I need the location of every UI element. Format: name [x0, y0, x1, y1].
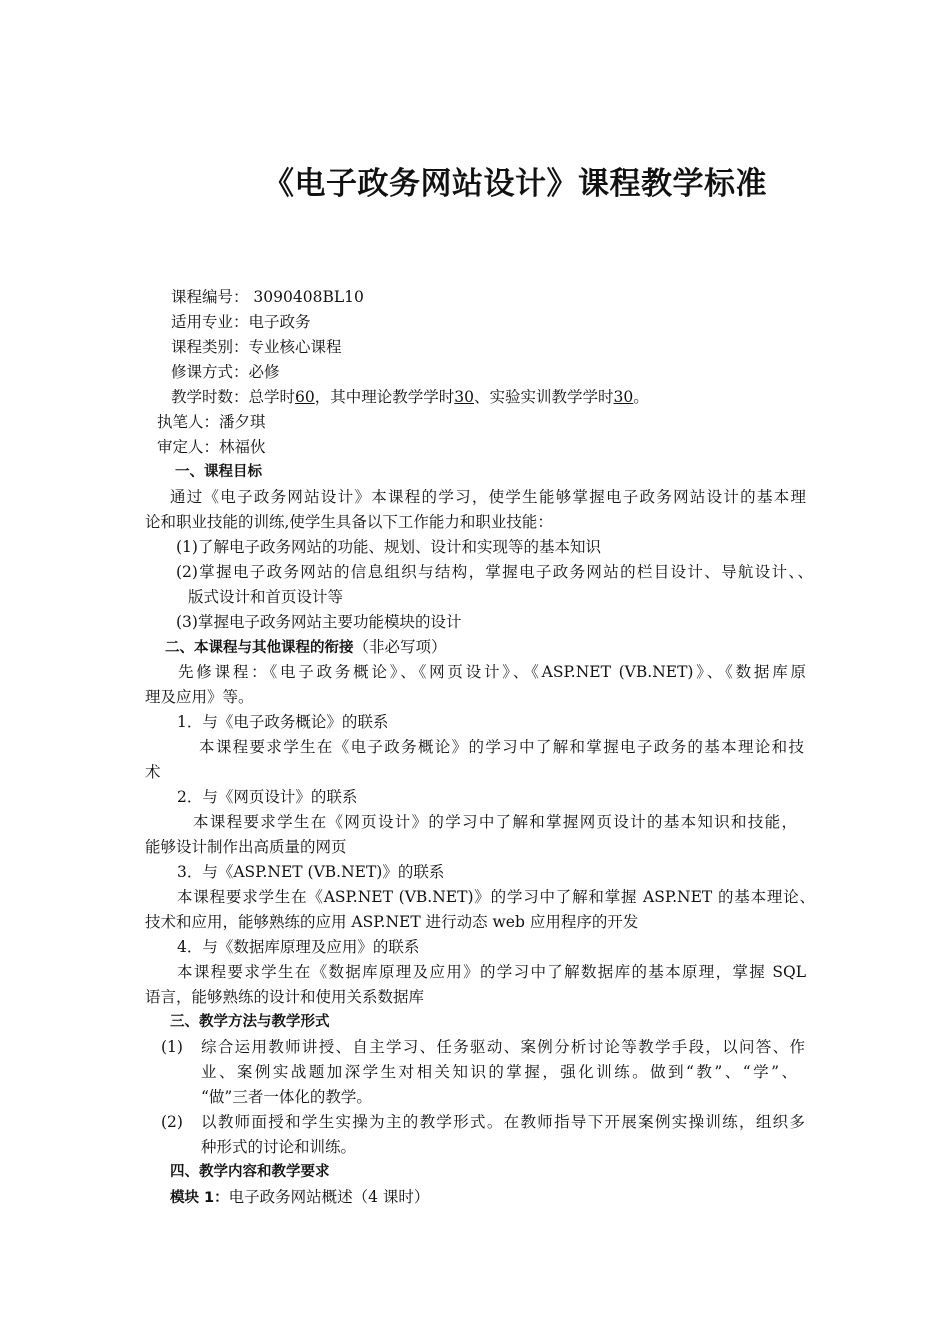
course-code: 课程编号： 3090408BL10: [171, 288, 364, 306]
document-title: 《电子政务网站设计》课程教学标准: [263, 166, 767, 202]
s2-relation-2-title: 2．与《网页设计》的联系: [177, 788, 358, 806]
s2-relation-1-title: 1．与《电子政务概论》的联系: [177, 713, 389, 731]
s1-objective-3: (3)掌握电子政务网站主要功能模块的设计: [176, 613, 462, 631]
section-4-heading: 四、教学内容和教学要求: [170, 1164, 330, 1180]
s3-method-2-number: (2): [161, 1113, 183, 1131]
hours-end: 。: [633, 388, 649, 406]
s1-objective-2-line2: 版式设计和首页设计等: [188, 588, 344, 606]
s2-relation-1-line1: 本课程要求学生在《电子政务概论》的学习中了解和掌握电子政务的基本理论和技: [199, 738, 804, 756]
s1-intro-line1: 通过《电子政务网站设计》本课程的学习，使学生能够掌握电子政务网站设计的基本理: [170, 488, 806, 506]
section-1-heading: 一、课程目标: [175, 464, 262, 480]
s4-module-1: [170, 1186, 429, 1209]
hours-lab: 30: [613, 388, 634, 406]
s2-heading-text: 二、本课程与其他课程的衔接: [165, 640, 354, 656]
s1-objective-2-line1: (2)掌握电子政务网站的信息组织与结构，掌握电子政务网站的栏目设计、导航设计、、: [176, 563, 813, 581]
s2-relation-2-line2: 能够设计制作出高质量的网页: [145, 838, 347, 856]
s3-method-1-number: (1): [161, 1038, 183, 1056]
section-3-heading: 三、教学方法与教学形式: [170, 1014, 330, 1030]
hours-mid1: ，其中理论教学学时: [314, 388, 455, 406]
s2-relation-4-line2: 语言，能够熟练的设计和使用关系数据库: [145, 988, 425, 1006]
s2-relation-1-line2: 术: [145, 763, 161, 781]
s3-method-2-line1: 以教师面授和学生实操为主的教学形式。在教师指导下开展案例实操训练，组织多: [201, 1113, 805, 1131]
s4-module-1-text: 电子政务网站概述（4 课时）: [228, 1188, 430, 1206]
hours-theory: 30: [454, 388, 474, 406]
s2-relation-3-line2: 技术和应用，能够熟练的应用 ASP.NET 进行动态 web 应用程序的开发: [145, 913, 639, 931]
applicable-major: 适用专业：电子政务: [171, 313, 311, 331]
teaching-hours: [171, 386, 649, 408]
s2-relation-4-title: 4．与《数据库原理及应用》的联系: [177, 938, 420, 956]
s3-method-1-line2: 业、案例实战题加深学生对相关知识的掌握，强化训练。做到“教”、“学”、: [201, 1063, 797, 1081]
s2-relation-2-line1: 本课程要求学生在《网页设计》的学习中了解和掌握网页设计的基本知识和技能，: [193, 813, 797, 831]
s3-method-1-line3: “做”三者一体化的教学。: [201, 1088, 372, 1106]
section-2-heading: [165, 636, 447, 659]
s1-objective-1: (1)了解电子政务网站的功能、规划、设计和实现等的基本知识: [176, 538, 601, 556]
hours-mid2: 、实验实训教学学时: [474, 388, 614, 406]
s3-method-2-line2: 种形式的讨论和训练。: [201, 1138, 357, 1156]
s2-relation-3-title: 3．与《ASP.NET (VB.NET)》的联系: [177, 863, 445, 881]
s2-relation-4-line1: 本课程要求学生在《数据库原理及应用》的学习中了解数据库的基本原理，掌握 SQL: [177, 963, 806, 981]
reviewer: 审定人：林福伙: [157, 438, 266, 456]
hours-prefix: 教学时数：总学时: [171, 388, 296, 406]
study-mode: 修课方式：必修: [171, 363, 280, 381]
s2-heading-note: （非必写项）: [353, 638, 447, 656]
s2-prereq-line2: 理及应用》等。: [145, 688, 254, 706]
s3-method-1-line1: 综合运用教师讲授、自主学习、任务驱动、案例分析讨论等教学手段，以问答、作: [201, 1038, 805, 1056]
s1-intro-line2: 论和职业技能的训练,使学生具备以下工作能力和职业技能：: [145, 513, 553, 531]
author: 执笔人：潘夕琪: [157, 413, 266, 431]
s2-prereq-line1: 先修课程：《电子政务概论》、《网页设计》、《ASP.NET (VB.NET)》、《数据库原: [178, 663, 806, 681]
hours-total: 60: [295, 388, 315, 406]
s2-relation-3-line1: 本课程要求学生在《ASP.NET (VB.NET)》的学习中了解和掌握 ASP.NET 的基本理论、: [177, 888, 815, 906]
s4-module-1-label: 模块 1：: [170, 1190, 229, 1206]
course-category: 课程类别：专业核心课程: [171, 338, 342, 356]
